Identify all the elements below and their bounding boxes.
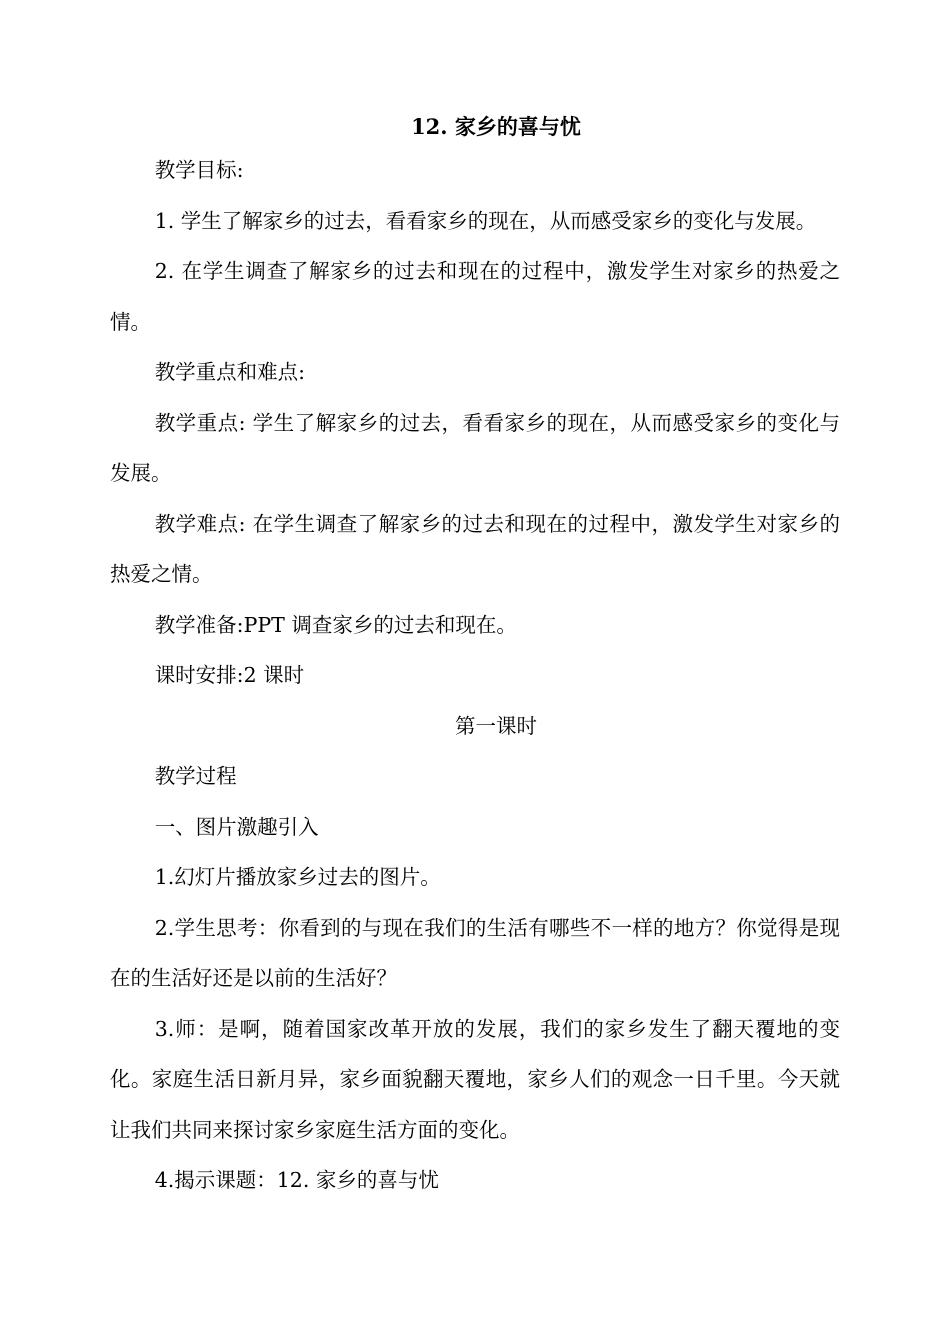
- paragraph-process-heading: 教学过程: [154, 764, 237, 788]
- paragraph-key-points-heading: 教学重点和难点:: [154, 360, 306, 384]
- paragraph-step-3: 3.师：是啊，随着国家改革开放的发展，我们的家乡发生了翻天覆地的变化。家庭生活日新月异，家乡面貌翻天覆地，家乡人们的观念一日千里。今天就让我们共同来探讨家乡家庭生活方面的变化。: [110, 1016, 840, 1142]
- paragraph-preparation: 教学准备:PPT 调查家乡的过去和现在。: [154, 612, 517, 637]
- paragraph-step-4: 4.揭示课题：12. 家乡的喜与忧: [154, 1168, 439, 1192]
- paragraph-step-2: 2.学生思考：你看到的与现在我们的生活有哪些不一样的地方？你觉得是现在的生活好还是以前的生活好？: [110, 915, 840, 990]
- paragraph-difficulty: 教学难点: 在学生调查了解家乡的过去和现在的过程中，激发学生对家乡的热爱之情。: [110, 511, 840, 586]
- paragraph-step-intro: 一、图片激趣引入: [154, 814, 319, 839]
- section-heading: 第一课时: [455, 713, 537, 738]
- paragraph-schedule: 课时安排:2 课时: [154, 663, 305, 687]
- paragraph-step-1: 1.幻灯片播放家乡过去的图片。: [154, 865, 441, 889]
- paragraph-objectives-heading: 教学目标:: [154, 158, 244, 182]
- paragraph-objective-1: 1. 学生了解家乡的过去，看看家乡的现在，从而感受家乡的变化与发展。: [154, 208, 817, 233]
- page-title: 12. 家乡的喜与忧: [411, 114, 581, 139]
- document-body: [110, 108, 840, 1206]
- paragraph-key-point: 教学重点: 学生了解家乡的过去，看看家乡的现在，从而感受家乡的变化与发展。: [110, 410, 840, 485]
- paragraph-objective-2: 2. 在学生调查了解家乡的过去和现在的过程中，激发学生对家乡的热爱之情。: [110, 259, 840, 334]
